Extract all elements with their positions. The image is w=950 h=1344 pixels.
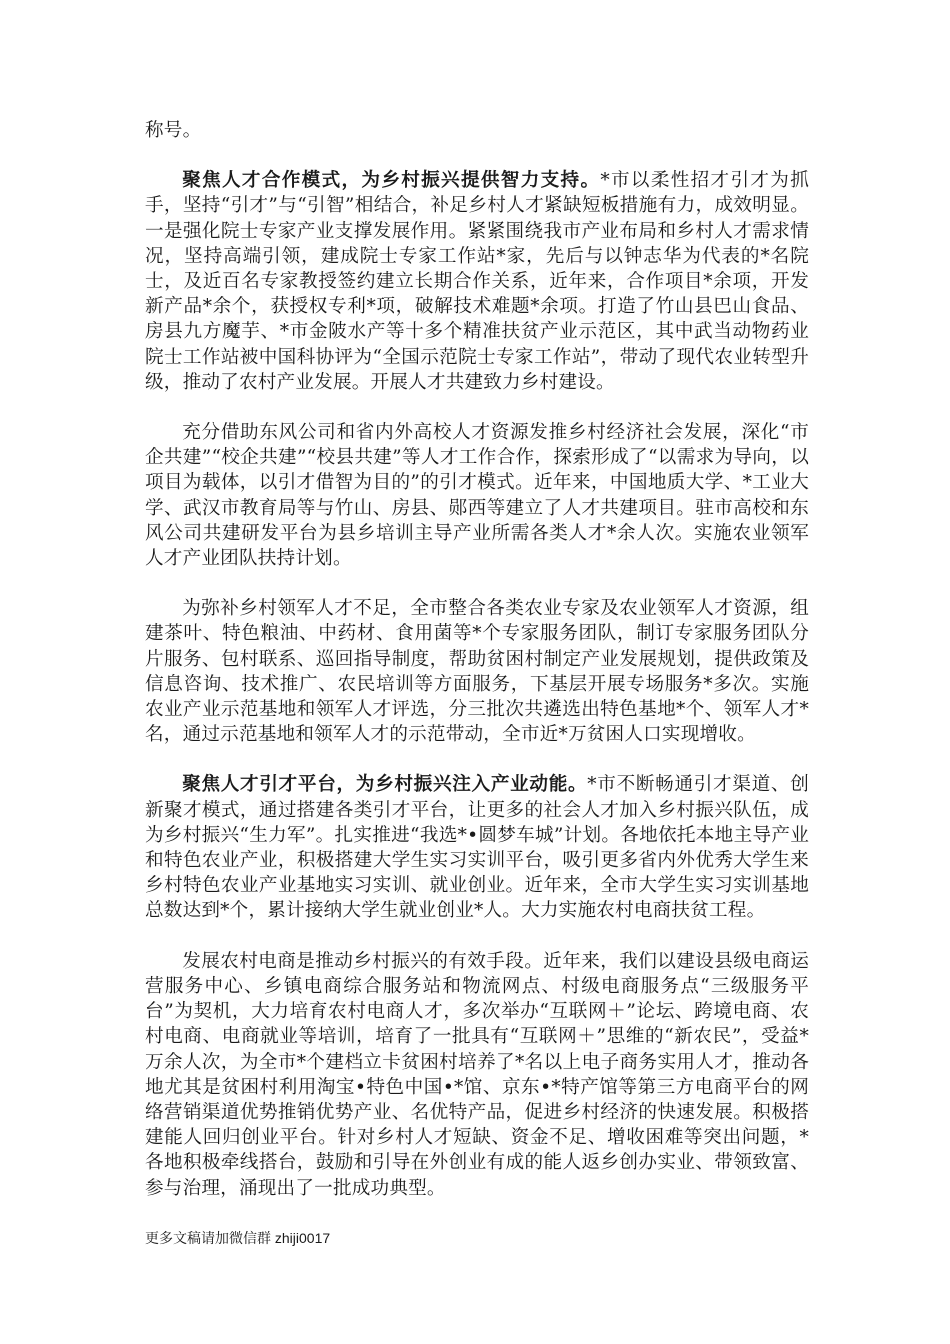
document-body bbox=[145, 118, 809, 1201]
paragraph-gap bbox=[145, 395, 809, 420]
paragraph-gap bbox=[145, 747, 809, 772]
paragraph-talent-cooperation bbox=[145, 168, 809, 395]
paragraph-gap bbox=[145, 571, 809, 596]
paragraph-co-construction: 充分借助东风公司和省内外高校人才资源发推乡村经济社会发展，深化“市企共建”“校企共建”“校县共建”等人才工作合作，探索形成了“以需求为导向，以项目为载体，以引才借智为目的”的引才模式。近年来，中国地质大学、*工业大学、武汉市教育局等与竹山、房县、郧西等建立了人才共建项目。驻市高校和东风公司共建研发平台为县乡培训主导产业所需各类人才*余人次。实施农业领军人才产业团队扶持计划。 bbox=[145, 422, 809, 570]
paragraph-gap bbox=[145, 143, 809, 168]
paragraph-text: *市以柔性招才引才为抓手，坚持“引才”与“引智”相结合，补足乡村人才紧缺短板措施有力，成效明显。一是强化院士专家产业支撑发展作用。紧紧围绕我市产业布局和乡村人才需求情况，坚持高端引领，建成院士专家工作站*家，先后与以钟志华为代表的*名院士，及近百名专家教授签约建立长期合作关系，近年来，合作项目*余项，开发新产品*余个，获授权专利*项，破解技术难题*余项。打造了竹山县巴山食品、房县九方魔芋、*市金陂水产等十多个精准扶贫产业示范区，其中武当动物药业院士工作站被中国科协评为“全国示范院士专家工作站”，带动了现代农业转型升级，推动了农村产业发展。开展人才共建致力乡村建设。 bbox=[145, 170, 810, 393]
paragraph-continuation: 称号。 bbox=[145, 120, 202, 141]
paragraph-rural-ecommerce: 发展农村电商是推动乡村振兴的有效手段。近年来，我们以建设县级电商运营服务中心、乡镇电商综合服务站和物流网点、村级电商服务点“三级服务平台”为契机，大力培育农村电商人才，多次举办“互联网＋”论坛、跨境电商、农村电商、电商就业等培训，培育了一批具有“互联网＋”思维的“新农民”，受益*万余人次，为全市*个建档立卡贫困村培养了*名以上电子商务实用人才，推动各地尤其是贫困村利用淘宝•特色中国•*馆、京东•*特产馆等第三方电商平台的网络营销渠道优势推销优势产业、名优特产品，促进乡村经济的快速发展。积极搭建能人回归创业平台。针对乡村人才短缺、资金不足、增收困难等突出问题，*各地积极牵线搭台，鼓励和引导在外创业有成的能人返乡创办实业、带领致富、参与治理，涌现出了一批成功典型。 bbox=[145, 950, 809, 1199]
paragraph-gap bbox=[145, 924, 809, 949]
paragraph-leading-talent: 为弥补乡村领军人才不足，全市整合各类农业专家及农业领军人才资源，组建茶叶、特色粮油、中药材、食用菌等*个专家服务团队，制订专家服务团队分片服务、包村联系、巡回指导制度，帮助贫困村制定产业发展规划，提供政策及信息咨询、技术推广、农民培训等方面服务，下基层开展专场服务*多次。实施农业产业示范基地和领军人才评选，分三批次共遴选出特色基地*个、领军人才*名，通过示范基地和领军人才的示范带动，全市近*万贫困人口实现增收。 bbox=[145, 598, 809, 746]
footer-note: 更多文稿请加微信群 zhiji0017 bbox=[145, 1230, 331, 1246]
paragraph-text: *市不断畅通引才渠道、创新聚才模式，通过搭建各类引才平台，让更多的社会人才加入乡村振兴队伍，成为乡村振兴“生力军”。扎实推进“我选*•圆梦车城”计划。各地依托本地主导产业和特色农业产业，积极搭建大学生实习实训平台，吸引更多省内外优秀大学生来乡村特色农业产业基地实习实训、就业创业。近年来，全市大学生实习实训基地总数达到*个，累计接纳大学生就业创业*人。大力实施农村电商扶贫工程。 bbox=[145, 774, 809, 922]
paragraph-talent-platform bbox=[145, 772, 809, 923]
paragraph-heading: 聚焦人才引才平台，为乡村振兴注入产业动能。 bbox=[182, 774, 588, 796]
paragraph-heading: 聚焦人才合作模式，为乡村振兴提供智力支持。 bbox=[182, 170, 601, 192]
